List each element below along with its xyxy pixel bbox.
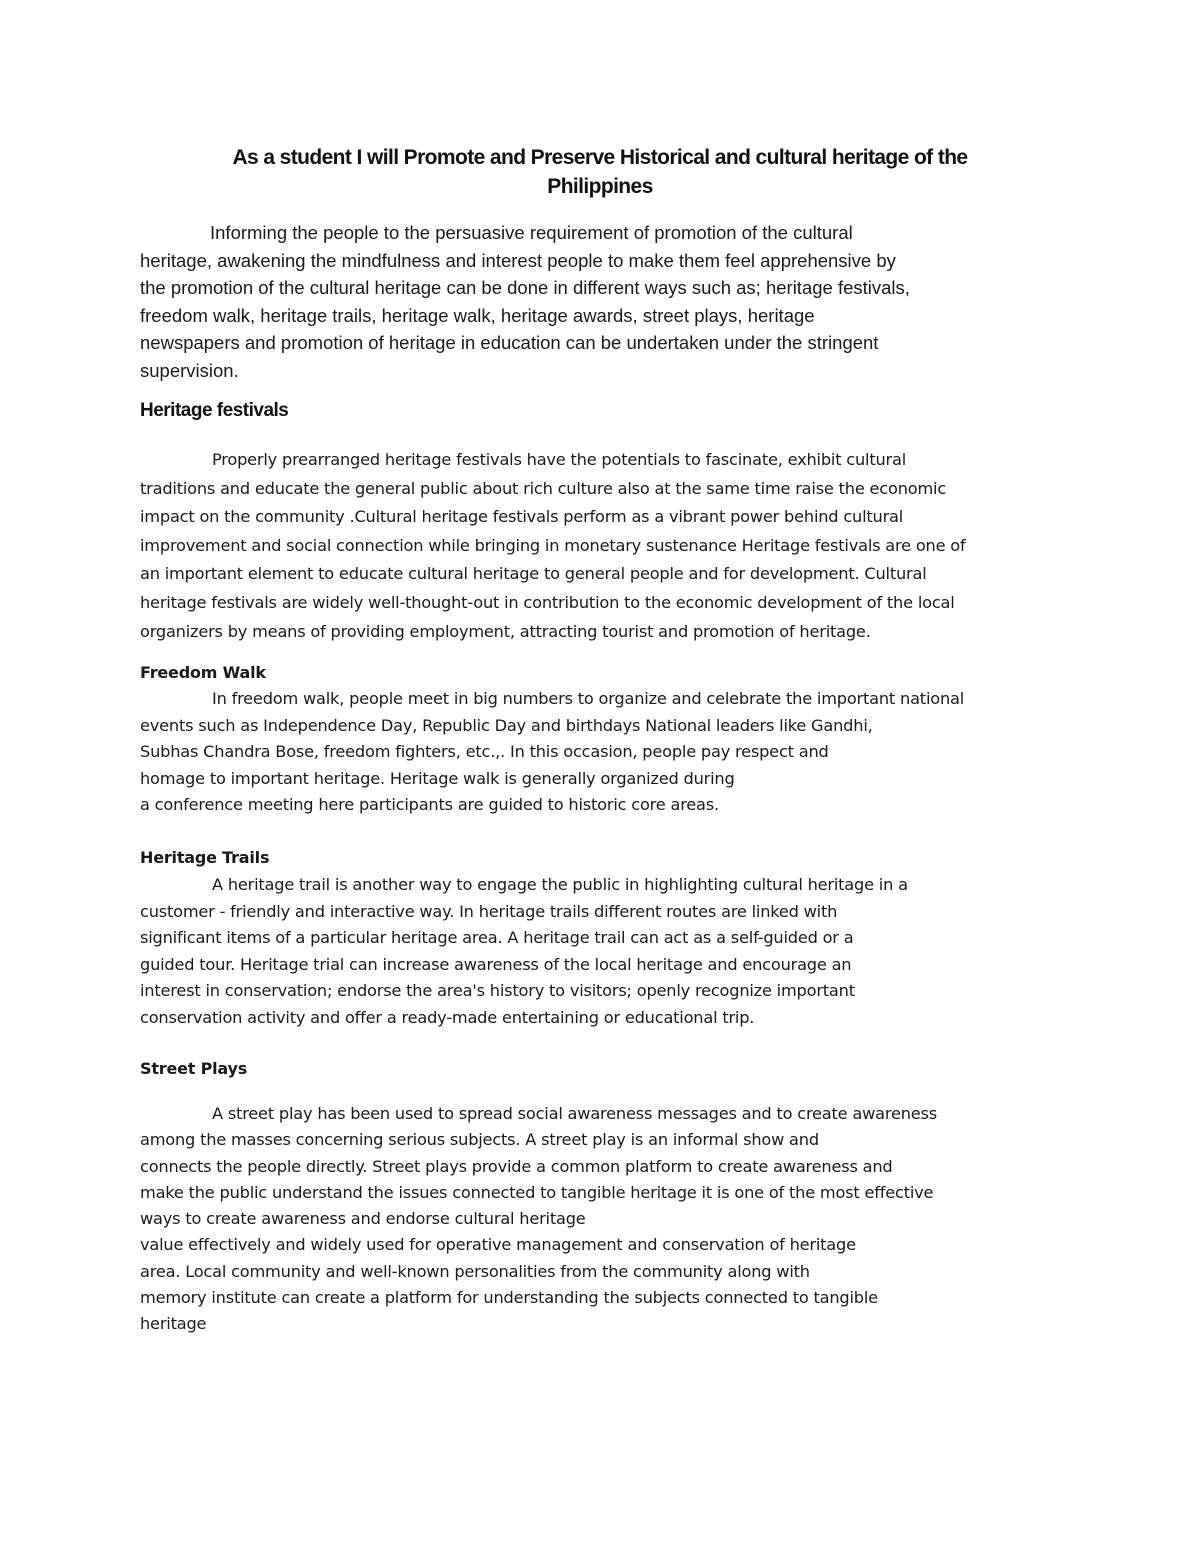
paragraph-line: among the masses concerning serious subjects. A street play is an informal show and — [140, 1130, 819, 1150]
heritage-trails-heading: Heritage Trails — [140, 848, 270, 867]
paragraph-line: Subhas Chandra Bose, freedom fighters, etc.,. In this occasion, people pay respect and — [140, 742, 829, 762]
intro-paragraph — [140, 219, 1065, 384]
heritage-festivals-heading: Heritage festivals — [140, 400, 289, 421]
paragraph-line: ways to create awareness and endorse cultural heritage — [140, 1209, 586, 1229]
paragraph-line: heritage festivals are widely well-thought-out in contribution to the economic development of the local — [140, 592, 955, 612]
heritage-festivals-paragraph — [140, 446, 1070, 646]
heritage-trails-paragraph — [140, 872, 1070, 1032]
intro-line: supervision. — [140, 359, 239, 381]
paragraph-line: events such as Independence Day, Republic Day and birthdays National leaders like Gandhi, — [140, 715, 873, 735]
street-plays-heading: Street Plays — [140, 1059, 248, 1078]
paragraph-line: value effectively and widely used for operative management and conservation of heritage — [140, 1235, 856, 1255]
paragraph-line: connects the people directly. Street plays provide a common platform to create awareness and — [140, 1156, 893, 1176]
paragraph-line: significant items of a particular heritage area. A heritage trail can act as a self-guided or a — [140, 928, 854, 948]
paragraph-line: organizers by means of providing employment, attracting tourist and promotion of heritage. — [140, 621, 871, 641]
paragraph-line: an important element to educate cultural heritage to general people and for development. Cultural — [140, 564, 927, 584]
paragraph-line: guided tour. Heritage trial can increase awareness of the local heritage and encourage an — [140, 954, 852, 974]
paragraph-line: In freedom walk, people meet in big numbers to organize and celebrate the important national — [212, 689, 965, 708]
freedom-walk-paragraph — [140, 686, 1070, 819]
paragraph-line: area. Local community and well-known personalities from the community along with — [140, 1261, 810, 1281]
street-plays-paragraph — [140, 1101, 1070, 1338]
paragraph-line: interest in conservation; endorse the area's history to visitors; openly recognize important — [140, 981, 855, 1001]
paragraph-line: make the public understand the issues connected to tangible heritage it is one of the most effective — [140, 1182, 934, 1202]
paragraph-line: improvement and social connection while bringing in monetary sustenance Heritage festivals are one of — [140, 535, 966, 555]
paragraph-line: customer - friendly and interactive way. In heritage trails different routes are linked with — [140, 901, 838, 921]
paragraph-line: traditions and educate the general public about rich culture also at the same time raise the economic — [140, 478, 947, 498]
document-title — [140, 143, 1060, 201]
paragraph-line: homage to important heritage. Heritage walk is generally organized during — [140, 768, 735, 788]
intro-line: the promotion of the cultural heritage can be done in different ways such as; heritage festivals, — [140, 277, 910, 298]
intro-line: heritage, awakening the mindfulness and interest people to make them feel apprehensive by — [140, 249, 896, 271]
paragraph-line: conservation activity and offer a ready-made entertaining or educational trip. — [140, 1007, 755, 1027]
paragraph-line: A heritage trail is another way to engage the public in highlighting cultural heritage in a — [212, 875, 908, 894]
paragraph-line: A street play has been used to spread social awareness messages and to create awareness — [212, 1104, 938, 1123]
intro-line: freedom walk, heritage trails, heritage walk, heritage awards, street plays, heritage — [140, 304, 815, 326]
intro-line: Informing the people to the persuasive requirement of promotion of the cultural — [210, 222, 853, 243]
freedom-walk-heading: Freedom Walk — [140, 663, 266, 682]
document-title-line-2: Philippines — [547, 175, 653, 198]
paragraph-line: memory institute can create a platform for understanding the subjects connected to tangible — [140, 1288, 878, 1308]
intro-line: newspapers and promotion of heritage in education can be undertaken under the stringent — [140, 332, 879, 353]
paragraph-line: heritage — [140, 1314, 207, 1334]
paragraph-line: Properly prearranged heritage festivals have the potentials to fascinate, exhibit cultural — [212, 450, 907, 469]
paragraph-line: a conference meeting here participants are guided to historic core areas. — [140, 795, 719, 815]
paragraph-line: impact on the community .Cultural heritage festivals perform as a vibrant power behind cultural — [140, 507, 904, 527]
document-title-line-1: As a student I will Promote and Preserve Historical and cultural heritage of the — [232, 146, 968, 169]
